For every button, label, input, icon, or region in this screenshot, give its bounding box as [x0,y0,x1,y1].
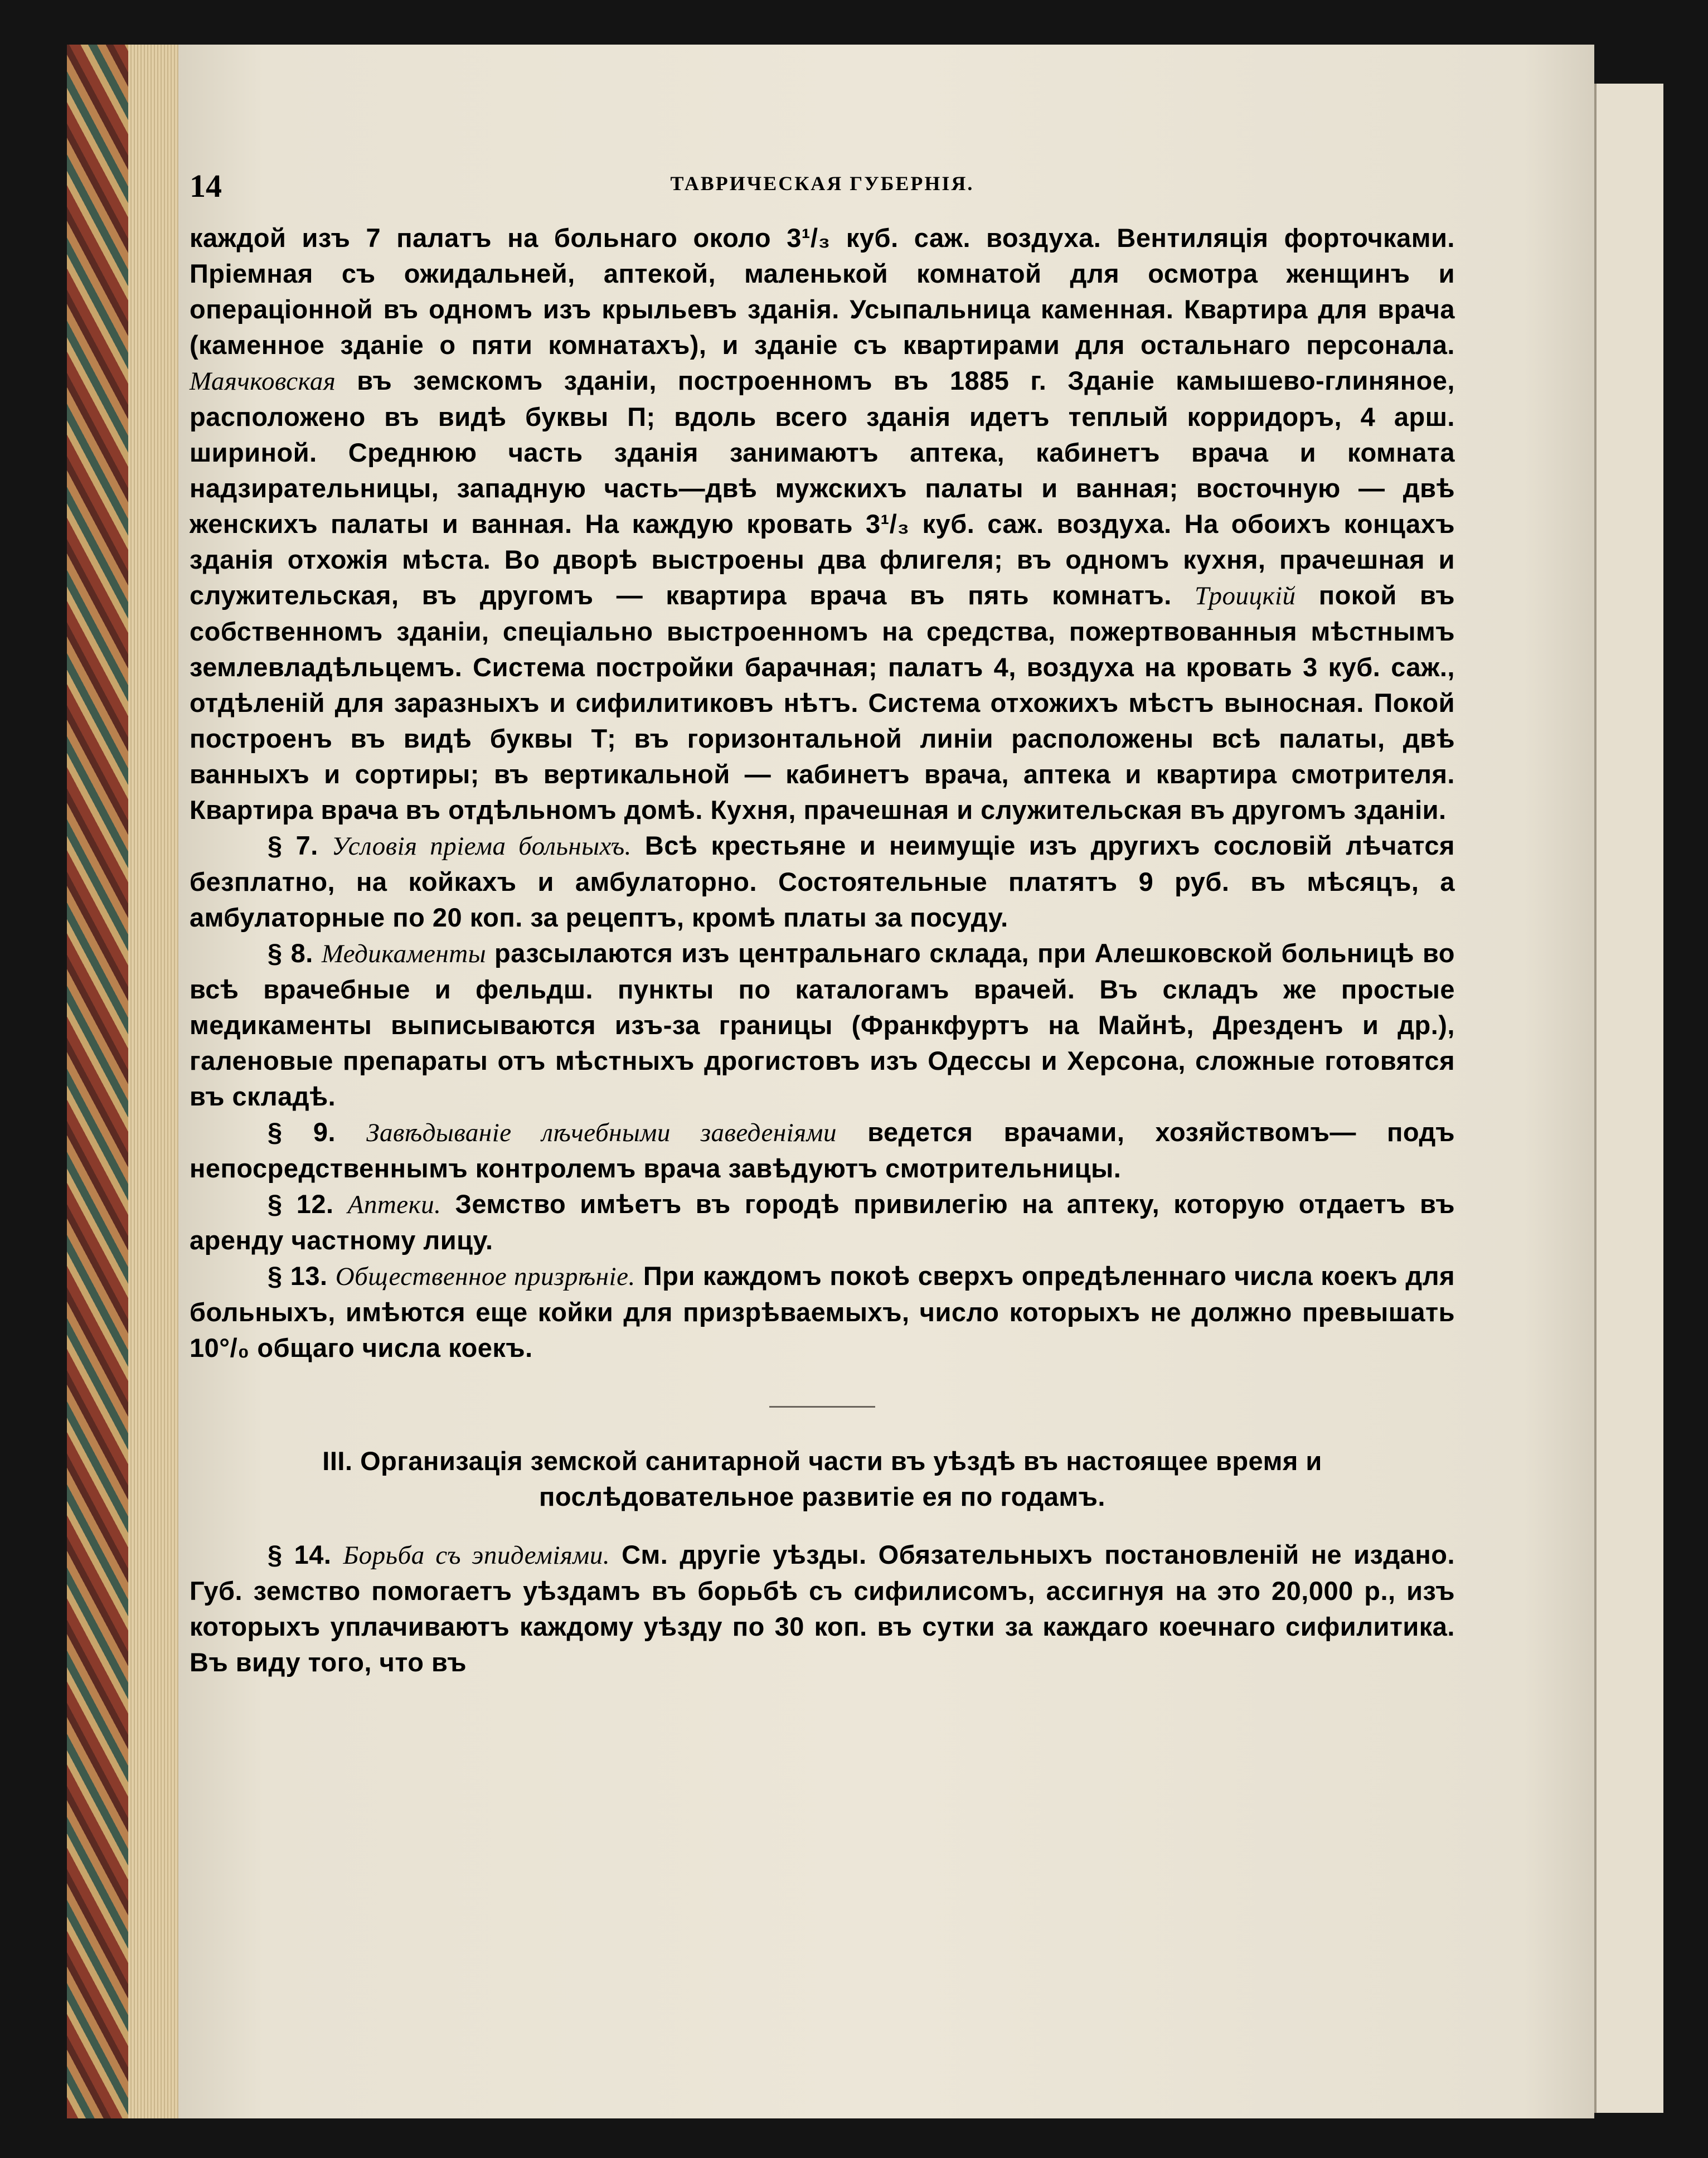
section-heading-line: III. Организація земской санитарной части въ уѣздѣ въ настоящее время и [322,1446,1322,1476]
paragraph-text: разсылаются изъ центральнаго склада, при Алешковской больницѣ во всѣ врачебные и фельдш. пункты по каталогамъ врачей. Въ складъ же простые медикаменты выписываются изъ-за границы (Франкфуртъ на Майнѣ, Дрезденъ и др.), галеновые препараты отъ мѣстныхъ дрогистовъ изъ Одессы и Херсона, сложные готовятся въ складѣ. [190,938,1455,1111]
paragraph-text: въ земскомъ зданіи, построенномъ въ 1885 г. Зданіе камышево-глиняное, расположено въ видѣ буквы П; вдоль всего зданія идетъ теплый корридоръ, 4 арш. шириной. Среднюю часть зданія занимаютъ аптека, кабинетъ врача и комната надзирательницы, западную часть—двѣ мужскихъ палаты и ванная; восточную — двѣ женскихъ палаты и ванная. На каждую кровать 3¹/₃ куб. саж. воздуха. На обоихъ концахъ зданія отхожія мѣста. Во дворѣ выстроены два флигеля; въ одномъ кухня, прачешная и служительская, въ другомъ — квартира врача въ пять комнатъ. [190,366,1455,610]
paragraph-text: покой въ собственномъ зданіи, спеціально выстроенномъ на средства, пожертвованныя мѣстнымъ землевладѣльцемъ. Система постройки барачная; палатъ 4, воздуха на кровать 3 куб. саж., отдѣленій для заразныхъ и сифилитиковъ нѣтъ. Система отхожихъ мѣстъ выносная. Покой построенъ въ видѣ буквы Т; въ горизонтальной линіи расположены всѣ палаты, двѣ ванныхъ и сортиры; въ вертикальной — кабинетъ врача, аптека и квартира смотрителя. Квартира врача въ отдѣльномъ домѣ. Кухня, прачешная и служительская въ другомъ зданіи. [190,580,1455,825]
page-header [190,167,1455,206]
next-page-edge [1594,84,1663,2113]
section-number: § 8. [268,938,313,968]
section-title: Медикаменты [321,939,487,968]
section-heading [223,1443,1421,1515]
section-title: Борьба съ эпидеміями. [343,1541,610,1570]
page-stack-edge [128,45,178,2118]
paragraph-text: Земство имѣетъ въ городѣ привилегію на аптеку, которую отдаетъ въ аренду частному лицу. [190,1189,1455,1255]
running-head: ТАВРИЧЕСКАЯ ГУБЕРНІЯ. [670,172,974,195]
section-heading-line: послѣдовательное развитіе ея по годамъ. [539,1482,1105,1511]
paragraph-section-12 [190,1186,1455,1258]
paragraph-text: См. другіе уѣзды. Обязательныхъ постановленій не издано. Губ. земство помогаетъ уѣздамъ въ борьбѣ съ сифилисомъ, ассигнуя на это 20,000 р., изъ которыхъ уплачиваютъ каждому уѣзду по 30 коп. въ сутки за каждаго коечнаго сифилитика. Въ виду того, что въ [190,1540,1455,1677]
paragraph-text: каждой изъ 7 палатъ на больнаго около 3¹/₃ куб. саж. воздуха. Вентиляція форточками. Пріемная съ ожидальней, аптекой, маленькой комнатой для осмотра женщинъ и операціонной въ одномъ изъ крыльевъ зданія. Усыпальница каменная. Квартира для врача (каменное зданіе о пяти комнатахъ), и зданіе съ квартирами для остальнаго персонала. [190,223,1455,360]
section-number: § 13. [268,1261,328,1291]
italic-name-troitsky: Троицкій [1195,581,1296,610]
section-title: Завѣдываніе лѣчебными заведеніями [366,1118,837,1147]
paragraph-section-7 [190,828,1455,935]
marbled-book-edge [67,45,134,2118]
paragraph-section-8 [190,935,1455,1114]
paragraph-text: Всѣ крестьяне и неимущіе изъ другихъ сословій лѣчатся безплатно, на койкахъ и амбулаторно. Состоятельные платятъ 9 руб. въ мѣсяцъ, а амбулаторные по 20 коп. за рецептъ, кромѣ платы за посуду. [190,831,1455,932]
paragraph-text: При каждомъ покоѣ сверхъ опредѣленнаго числа коекъ для больныхъ, имѣются еще койки для призрѣваемыхъ, число которыхъ не должно превышать 10°/₀ общаго числа коекъ. [190,1261,1455,1362]
section-title: Условія пріема больныхъ. [331,832,632,861]
section-title: Аптеки. [347,1190,441,1219]
paragraph-hospitals [190,220,1455,828]
separator-rule [769,1406,875,1408]
page-number: 14 [190,168,222,204]
section-number: § 7. [268,831,318,860]
paragraph-section-13 [190,1258,1455,1366]
section-title: Общественное призрѣніе. [335,1262,635,1291]
paragraph-section-9 [190,1114,1455,1186]
paragraph-section-14 [190,1537,1455,1680]
section-number: § 12. [268,1189,334,1219]
paragraph-text: ведется врачами, хозяйствомъ— подъ непосредственнымъ контролемъ врача завѣдуютъ смотрительницы. [190,1117,1455,1183]
section-number: § 14. [268,1540,332,1569]
page-body [190,220,1455,1680]
italic-name-mayachkovskaya: Маячковская [190,367,336,396]
section-number: § 9. [268,1117,336,1147]
